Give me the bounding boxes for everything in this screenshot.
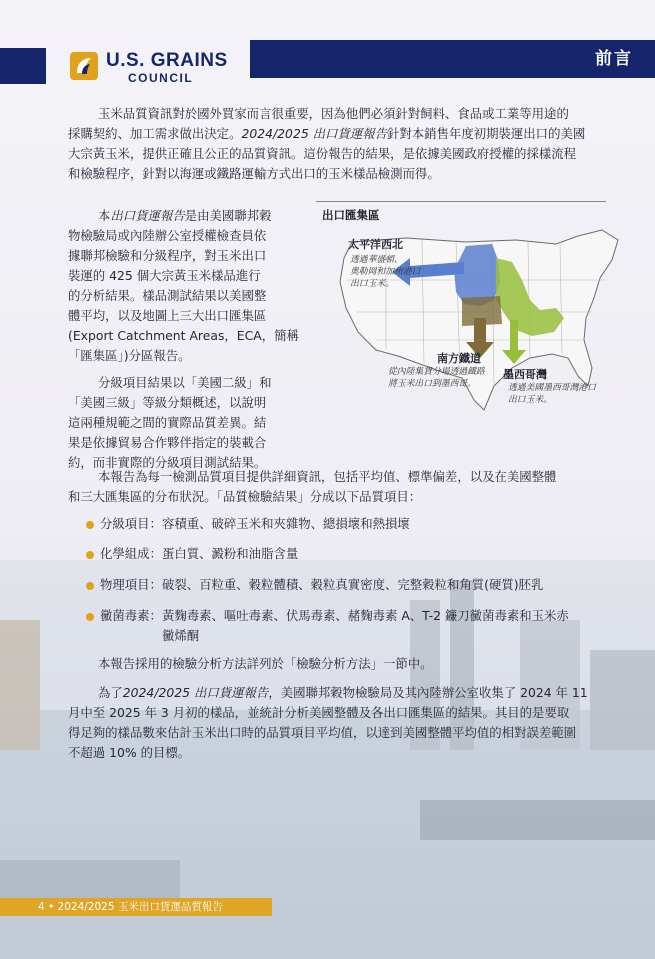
rail-note: 將玉米出口到墨西哥。 [388, 379, 476, 389]
report-title-italic: 2024/2025 出口貨運報告 [241, 126, 387, 141]
usgc-logo [70, 50, 250, 84]
body-paragraph-line: 本報告為每一檢測品質項目提供詳細資訊，包括平均值、標準偏差，以及在美國整體 [98, 469, 557, 484]
rail-note: 從內陸集貨分場透過鐵路 [388, 367, 485, 377]
intro-line: 和檢驗程序，針對以海運或鐵路運輸方式出口的玉米樣品檢測而得。 [68, 166, 440, 181]
bullet-text: 蛋白質、澱粉和油脂含量 [161, 546, 299, 561]
pnw-note: 奧勒岡和加州港口 [350, 267, 421, 277]
text: 本 [98, 208, 111, 223]
bullet-icon [86, 582, 94, 590]
intro-text: 採購契約、加工需求做出決定。 [68, 126, 242, 141]
left-paragraph-line: (Export Catchment Areas，ECA，簡稱 [68, 328, 299, 343]
left-paragraph-line: 分級項目結果以「美國二級」和 [98, 375, 272, 390]
body-paragraph-line: 得足夠的樣品數來估計玉米出口時的品質項目平均值，以達到美國整體平均值的相對誤差範圍 [68, 725, 577, 740]
bullet-icon [86, 551, 94, 559]
text: ，美國聯邦穀物檢驗局及其內陸辦公室收集了 2024 年 11 [268, 685, 588, 700]
bullet-item [100, 545, 298, 563]
left-paragraph-line: 「美國三級」等級分類概述，以說明 [68, 395, 267, 410]
bullet-label: 黴菌毒素： [100, 608, 162, 623]
text: 是由美國聯邦穀 [184, 208, 272, 223]
body-paragraph-line [98, 684, 588, 702]
header-accent-bar [0, 48, 46, 84]
intro-line [68, 125, 585, 143]
logo-subtitle: COUNCIL [128, 71, 194, 85]
pnw-note: 透過華盛頓、 [350, 255, 403, 265]
left-paragraph-line: 體平均，以及地圖上三大出口匯集區 [68, 308, 267, 323]
bullet-label: 化學組成： [100, 546, 162, 561]
left-paragraph-line: 果是依據貿易合作夥伴指定的裝載合 [68, 435, 267, 450]
logo-name: U.S. GRAINS [106, 50, 228, 71]
bullet-item [100, 607, 569, 625]
gulf-note: 透過美國墨西哥灣港口 [508, 383, 596, 393]
body-paragraph-line: 月中至 2025 年 3 月初的樣品，並統計分析美國整體及各出口匯集區的結果。其目的是要取 [68, 705, 570, 720]
intro-text: 針對本銷售年度初期裝運出口的美國 [387, 126, 586, 141]
bullet-text: 破裂、百粒重、穀粒體積、穀粒真實密度、完整穀粒和角質(硬質)胚乳 [161, 577, 544, 592]
intro-line: 玉米品質資訊對於國外買家而言很重要，因為他們必須針對飼料、食品或工業等用途的 [98, 106, 569, 121]
body-paragraph-line: 和三大匯集區的分布狀況。「品質檢驗結果」分成以下品質項目： [68, 489, 422, 504]
left-paragraph-line: 裝運的 425 個大宗黃玉米樣品進行 [68, 268, 261, 283]
bullet-label: 物理項目： [100, 577, 162, 592]
report-title-italic: 2024/2025 出口貨運報告 [122, 685, 269, 700]
logo-mark-icon [70, 52, 98, 80]
bullet-item [100, 515, 410, 533]
left-paragraph-line: 約，而非實際的分級項目測試結果。 [68, 455, 267, 470]
left-paragraph-line: 據聯邦檢驗和分級程序，對玉米出口 [68, 248, 267, 263]
body-paragraph-line: 不超過 10% 的目標。 [68, 745, 191, 760]
left-paragraph-line: 物檢驗局或內陸辦公室授權檢查員依 [68, 228, 267, 243]
left-paragraph-line: 這兩種規範之間的實際品質差異。結 [68, 415, 267, 430]
section-title: 前言 [595, 49, 633, 69]
gulf-label: 墨西哥灣 [503, 368, 547, 381]
map-title: 出口匯集區 [322, 208, 380, 222]
bullet-text: 黃麴毒素、嘔吐毒素、伏馬毒素、赭麴毒素 A、T-2 鐮刀黴菌毒素和玉米赤 [161, 608, 569, 623]
left-paragraph-line: 「匯集區」)分區報告。 [68, 348, 191, 363]
rail-label: 南方鐵道 [437, 352, 481, 365]
bullet-item-continuation: 黴烯酮 [162, 628, 200, 643]
pnw-label: 太平洋西北 [348, 238, 403, 251]
bullet-item [100, 576, 543, 594]
intro-line: 大宗黃玉米，提供正確且公正的品質資訊。這份報告的結果，是依據美國政府授權的採樣流程 [68, 146, 577, 161]
bullet-icon [86, 521, 94, 529]
text: 為了 [98, 685, 123, 700]
left-paragraph-line [98, 207, 271, 225]
footer-page-label: 4 • 2024/2025 玉米出口貨運品質報告 [38, 901, 223, 913]
left-paragraph-line: 的分析結果。樣品測試結果以美國整 [68, 288, 267, 303]
body-paragraph-line: 本報告採用的檢驗分析方法詳列於「檢驗分析方法」一節中。 [98, 656, 433, 671]
bullet-text: 容積重、破碎玉米和夾雜物、總損壞和熱損壞 [161, 516, 410, 531]
gulf-note: 出口玉米。 [508, 395, 552, 405]
bullet-icon [86, 613, 94, 621]
pnw-note: 出口玉米。 [350, 279, 394, 289]
bullet-label: 分級項目： [100, 516, 162, 531]
report-title-italic: 出口貨運報告 [110, 208, 185, 223]
